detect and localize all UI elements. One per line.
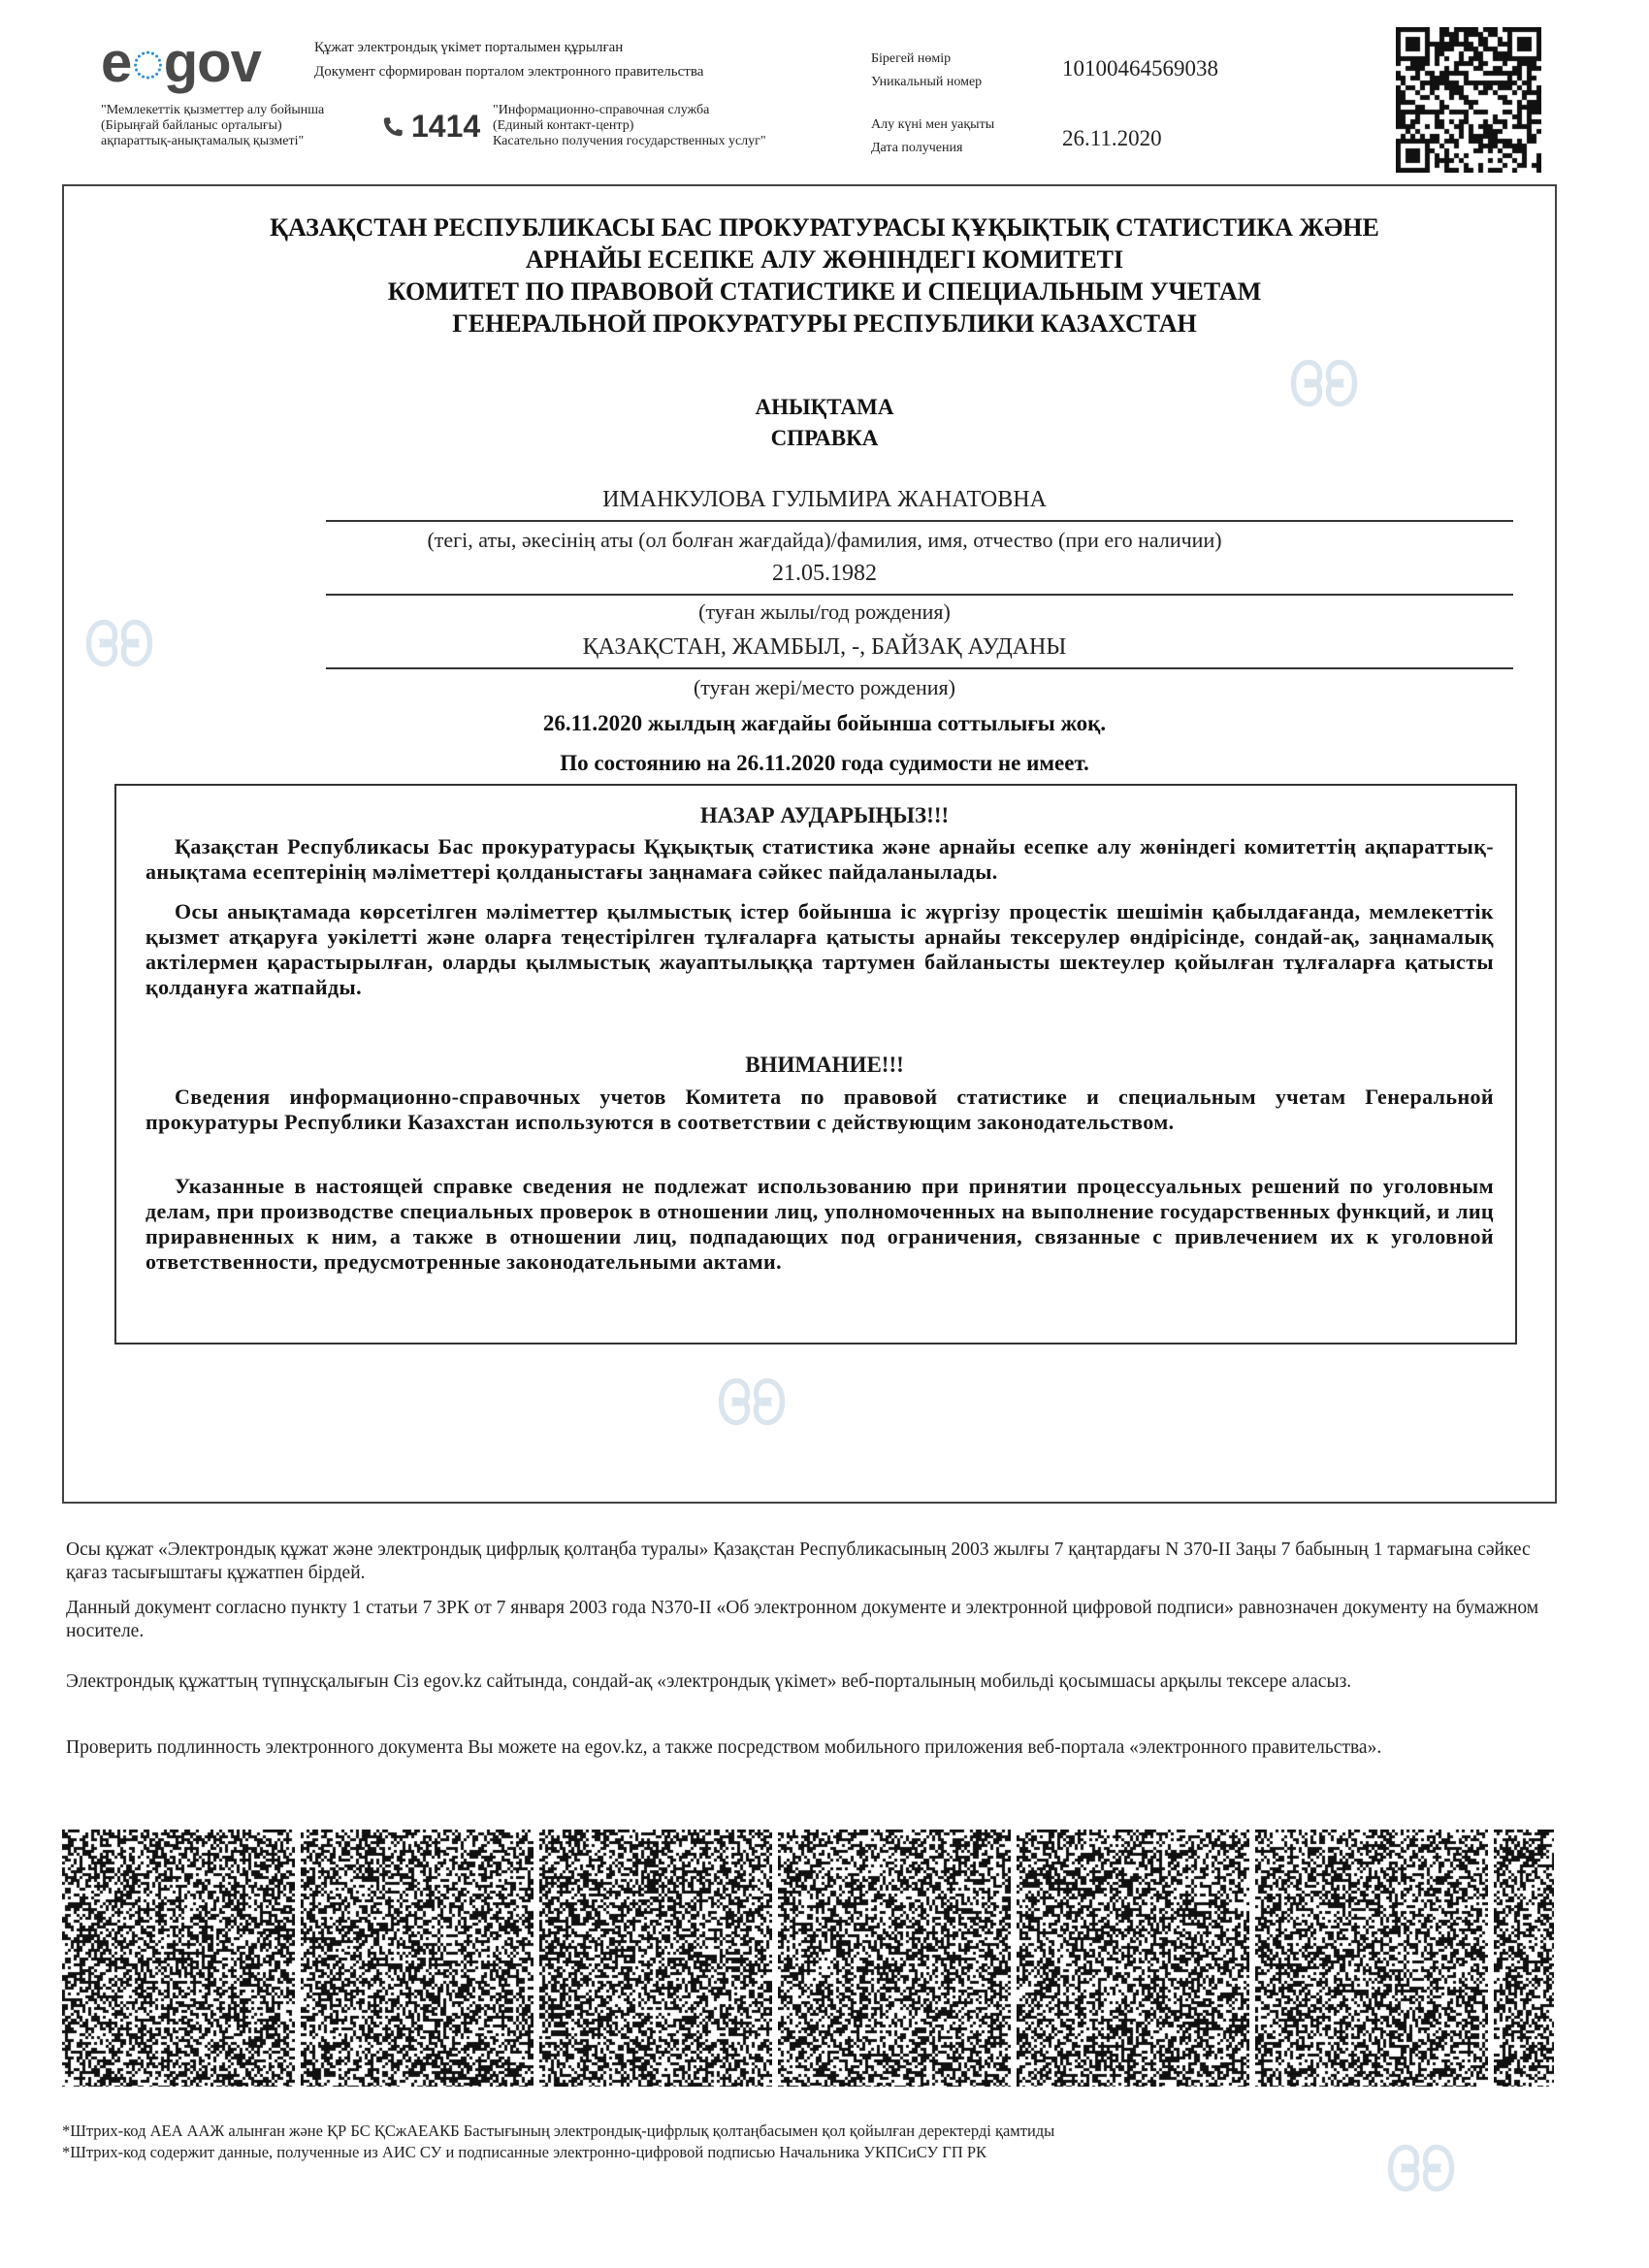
org-line-2: АРНАЙЫ ЕСЕПКЕ АЛУ ЖӨНІНДЕГІ КОМИТЕТІ bbox=[525, 245, 1124, 274]
notice-heading-kz: НАЗАР АУДАРЫҢЫЗ!!! bbox=[699, 803, 950, 827]
ornament-watermark-icon bbox=[1280, 340, 1368, 427]
barcode-block-5 bbox=[1017, 1830, 1249, 2087]
notice-heading-ru: ВНИМАНИЕ!!! bbox=[745, 1053, 904, 1077]
org-line-1: ҚАЗАҚСТАН РЕСПУБЛИКАСЫ БАС ПРОКУРАТУРАСЫ ҚҰҚЫҚТЫҚ СТАТИСТИКА ЖӘНЕ bbox=[270, 213, 1379, 242]
phone-number: 1414 bbox=[411, 109, 481, 144]
barcode-block-4 bbox=[778, 1830, 1011, 2087]
name-underline bbox=[326, 520, 1513, 522]
status-kz-line bbox=[116, 711, 1533, 736]
birth-place-underline bbox=[326, 667, 1513, 669]
status-kz: 26.11.2020 жылдың жағдайы бойынша соттылығы жоқ. bbox=[542, 711, 1107, 735]
barcode-note-kz: *Штрих-код АЕА ААЖ алынған және ҚР БС ҚСжАЕАКБ Бастығының электрондық-цифрлық қолтаңбасымен қол қойылған деректерді қамтиды bbox=[62, 2122, 1055, 2140]
organization-header bbox=[116, 211, 1533, 340]
notice-paragraph-ru-2: Указанные в настоящей справке сведения не подлежат использованию при принятии процессуальных решений по уголовным делам, при производстве специальных проверок в отношении лиц, уполномоченных на выполнение государственных функций, и лиц приравненных к ним, а также в отношении лиц, подпадающих под ограничения, связанные с привлечением их к уголовной ответственности, предусмотренные законодательными актами. bbox=[146, 1174, 1494, 1274]
person-name: ИМАНКУЛОВА ГУЛЬМИРА ЖАНАТОВНА bbox=[602, 487, 1047, 512]
info-service-ru bbox=[493, 103, 766, 149]
info-ru-line-2: (Единый контакт-центр) bbox=[493, 118, 634, 133]
verify-note-ru: Проверить подлинность электронного документа Вы можете на egov.kz, а также посредством мобильного приложения веб-портала «электронного правительства». bbox=[66, 1737, 1382, 1758]
center-service-kz bbox=[101, 103, 324, 149]
unique-label-kz: Бірегей нөмір bbox=[871, 51, 952, 66]
date-labels bbox=[871, 116, 994, 157]
center-kz-line-3: ақпараттық-анықтамалық қызметі" bbox=[101, 134, 305, 148]
date-label-kz: Алу күні мен уақыты bbox=[871, 117, 995, 132]
birth-place: ҚАЗАҚСТАН, ЖАМБЫЛ, -, БАЙЗАҚ АУДАНЫ bbox=[582, 634, 1067, 660]
birth-date: 21.05.1982 bbox=[772, 561, 877, 586]
barcode-block-7 bbox=[1494, 1830, 1554, 2087]
center-kz-line-2: (Бірыңғай байланыс орталығы) bbox=[101, 118, 282, 133]
notice-paragraph-kz-2: Осы анықтамада көрсетілген мәліметтер қылмыстық істер бойынша іс жүргізу процестік шешімін қабылдағанда, мемлекеттік қызмет атқаруға уәкілетті және оларға теңестірілген тұлғаларға қатысты арнайы тексерулер өндірісінде, сондай-ақ, заңнамалық актілермен қарастырылған, оларды қылмыстық жауаптылыққа тартумен байланысты шектеулер қойылған тұлғаларға қатысты қолдануға жатпайды. bbox=[146, 899, 1494, 999]
birth-date-caption: (туған жылы/год рождения) bbox=[698, 599, 951, 624]
org-line-3: КОМИТЕТ ПО ПРАВОВОЙ СТАТИСТИКЕ И СПЕЦИАЛЬНЫМ УЧЕТАМ bbox=[387, 277, 1262, 306]
barcode-note-ru: *Штрих-код содержит данные, полученные из АИС СУ и подписанные электронно-цифровой подписью Начальника УКПСиСУ ГП РК bbox=[62, 2143, 987, 2161]
unique-number-value: 10100464569038 bbox=[1062, 56, 1218, 81]
portal-note-kz: Құжат электрондық үкімет порталымен құрылған bbox=[314, 40, 624, 55]
info-ru-line-3: Касательно получения государственных услуг" bbox=[493, 134, 766, 148]
notice-paragraph-kz-1: Қазақстан Республикасы Бас прокуратурасы Құқықтық статистика және арнайы есепке алу жөніндегі комитеттің ақпараттық-анықтама есептерінің мәліметтері қолданыстағы заңнамаға сәйкес пайдаланылады. bbox=[146, 834, 1494, 884]
title-kz: АНЫҚТАМА bbox=[755, 395, 894, 419]
status-ru: По состоянию на 26.11.2020 года судимости не имеет. bbox=[560, 751, 1089, 775]
barcode-block-6 bbox=[1255, 1830, 1488, 2087]
ornament-watermark-icon bbox=[76, 599, 163, 687]
title-ru: СПРАВКА bbox=[770, 426, 879, 450]
unique-label-ru: Уникальный номер bbox=[871, 75, 983, 89]
phone-icon bbox=[380, 114, 405, 140]
barcode-block-1 bbox=[62, 1830, 295, 2087]
legal-note-kz: Осы құжат «Электрондық құжат және электрондық цифрлық қолтаңба туралы» Қазақстан Республикасының 2003 жылғы 7 қаңтардағы N 370-II Заңы 7 бабының 1 тармағына сәйкес қағаз тасығыштағы құжатпен бірдей. bbox=[66, 1539, 1531, 1583]
birth-date-underline bbox=[326, 594, 1513, 596]
notice-paragraph-ru-1: Сведения информационно-справочных учетов Комитета по правовой статистике и специальным учетам Генеральной прокуратуры Республики Казахстан используются в соответствии с действующим законодательством. bbox=[146, 1085, 1494, 1134]
org-line-4: ГЕНЕРАЛЬНОЙ ПРОКУРАТУРЫ РЕСПУБЛИКИ КАЗАХСТАН bbox=[452, 309, 1197, 338]
barcode-block-3 bbox=[539, 1830, 772, 2087]
barcode-block-2 bbox=[301, 1830, 534, 2087]
qr-code bbox=[1396, 27, 1541, 173]
unique-number-labels bbox=[871, 50, 982, 91]
center-kz-line-1: "Мемлекеттік қызметтер алу бойынша bbox=[101, 103, 325, 117]
ornament-watermark-icon bbox=[1377, 2124, 1465, 2212]
legal-note-ru: Данный документ согласно пункту 1 статьи 7 ЗРК от 7 января 2003 года N370-II «Об электронном документе и электронной цифровой подписи» равнозначен документу на бумажном носителе. bbox=[66, 1598, 1539, 1641]
logo-dot-icon: ◌ bbox=[131, 31, 164, 94]
ornament-watermark-icon bbox=[708, 1358, 795, 1445]
egov-logo: e◌gov bbox=[101, 31, 261, 94]
date-label-ru: Дата получения bbox=[871, 141, 963, 155]
info-ru-line-1: "Информационно-справочная служба bbox=[493, 103, 710, 117]
contact-phone bbox=[380, 109, 480, 145]
portal-note-ru: Документ сформирован порталом электронного правительства bbox=[314, 64, 704, 80]
birth-place-caption: (туған жері/место рождения) bbox=[693, 675, 956, 699]
name-caption: (тегі, аты, әкесінің аты (ол болған жағдайда)/фамилия, имя, отчество (при его наличии) bbox=[427, 528, 1222, 552]
verify-note-kz: Электрондық құжаттың түпнұсқалығын Сіз egov.kz сайтында, сондай-ақ «электрондық үкімет» веб-порталының мобильді қосымшасы арқылы тексере аласыз. bbox=[66, 1671, 1352, 1692]
portal-note bbox=[314, 39, 703, 81]
date-value: 26.11.2020 bbox=[1062, 126, 1162, 150]
